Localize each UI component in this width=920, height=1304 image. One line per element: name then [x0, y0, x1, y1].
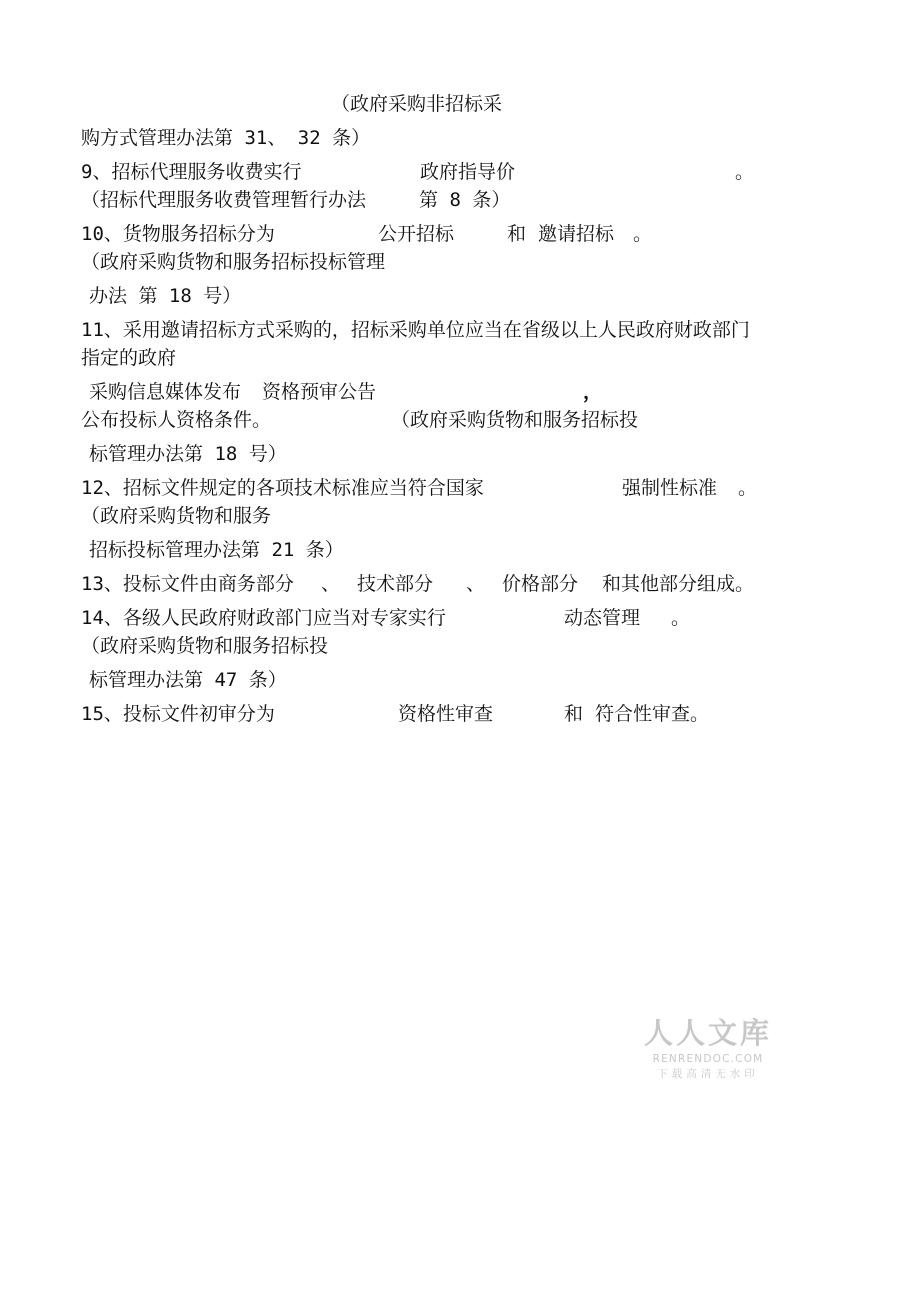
punctuation: 。: [738, 477, 758, 499]
text-line: 15、投标文件初审分为: [81, 703, 275, 725]
text-line: （政府采购货物和服务: [81, 505, 272, 527]
text-line: 标管理办法第 18 号）: [89, 443, 287, 465]
watermark-tagline: 下载高清无水印: [657, 1068, 759, 1080]
text-line: 公布投标人资格条件。: [81, 409, 272, 431]
text-line: 办法 第 18 号）: [89, 285, 242, 307]
punctuation: 。: [671, 607, 691, 629]
answer-text: 技术部分: [357, 573, 434, 595]
answer-text: 符合性审查。: [595, 703, 710, 725]
text-line: 和: [507, 223, 527, 245]
punctuation: 、: [321, 573, 341, 595]
answer-text: 动态管理: [564, 607, 641, 629]
text-line: （政府采购非招标采: [331, 93, 503, 115]
punctuation: 。: [633, 223, 653, 245]
punctuation: 。: [735, 161, 755, 183]
text-line: 13、投标文件由商务部分: [81, 573, 294, 595]
answer-text: 政府指导价: [420, 161, 516, 183]
answer-text: 资格预审公告: [262, 381, 377, 403]
watermark-brand: 人人文库: [643, 1016, 772, 1050]
text-line: 采购信息媒体发布: [89, 381, 242, 403]
answer-text: 价格部分: [502, 573, 579, 595]
text-line: 10、货物服务招标分为: [81, 223, 275, 245]
text-line: （政府采购货物和服务招标投: [391, 409, 639, 431]
punctuation: ，: [583, 381, 603, 403]
answer-text: 强制性标准: [622, 477, 718, 499]
text-line: 购方式管理办法第 31、 32 条）: [81, 127, 371, 149]
text-line: 标管理办法第 47 条）: [89, 669, 287, 691]
text-line: 12、招标文件规定的各项技术标准应当符合国家: [81, 477, 484, 499]
text-line: 第 8 条）: [419, 189, 511, 211]
answer-text: 邀请招标: [538, 223, 615, 245]
answer-text: 公开招标: [378, 223, 455, 245]
watermark: [640, 1016, 776, 1081]
text-line: 11、采用邀请招标方式采购的，招标采购单位应当在省级以上人民政府财政部门: [81, 319, 750, 341]
text-line: （政府采购货物和服务招标投: [81, 635, 329, 657]
answer-text: 资格性审查: [398, 703, 494, 725]
punctuation: 、: [466, 573, 486, 595]
text-line: 招标投标管理办法第 21 条）: [89, 539, 344, 561]
text-line: （招标代理服务收费管理暂行办法: [81, 189, 367, 211]
text-line: （政府采购货物和服务招标投标管理: [81, 251, 386, 273]
text-line: 和其他部分组成。: [602, 573, 755, 595]
text-line: 9、招标代理服务收费实行: [81, 161, 302, 183]
text-line: 14、各级人民政府财政部门应当对专家实行: [81, 607, 446, 629]
text-line: 和: [564, 703, 584, 725]
watermark-url: RENRENDOC.COM: [652, 1053, 764, 1065]
text-line: 指定的政府: [81, 347, 177, 369]
